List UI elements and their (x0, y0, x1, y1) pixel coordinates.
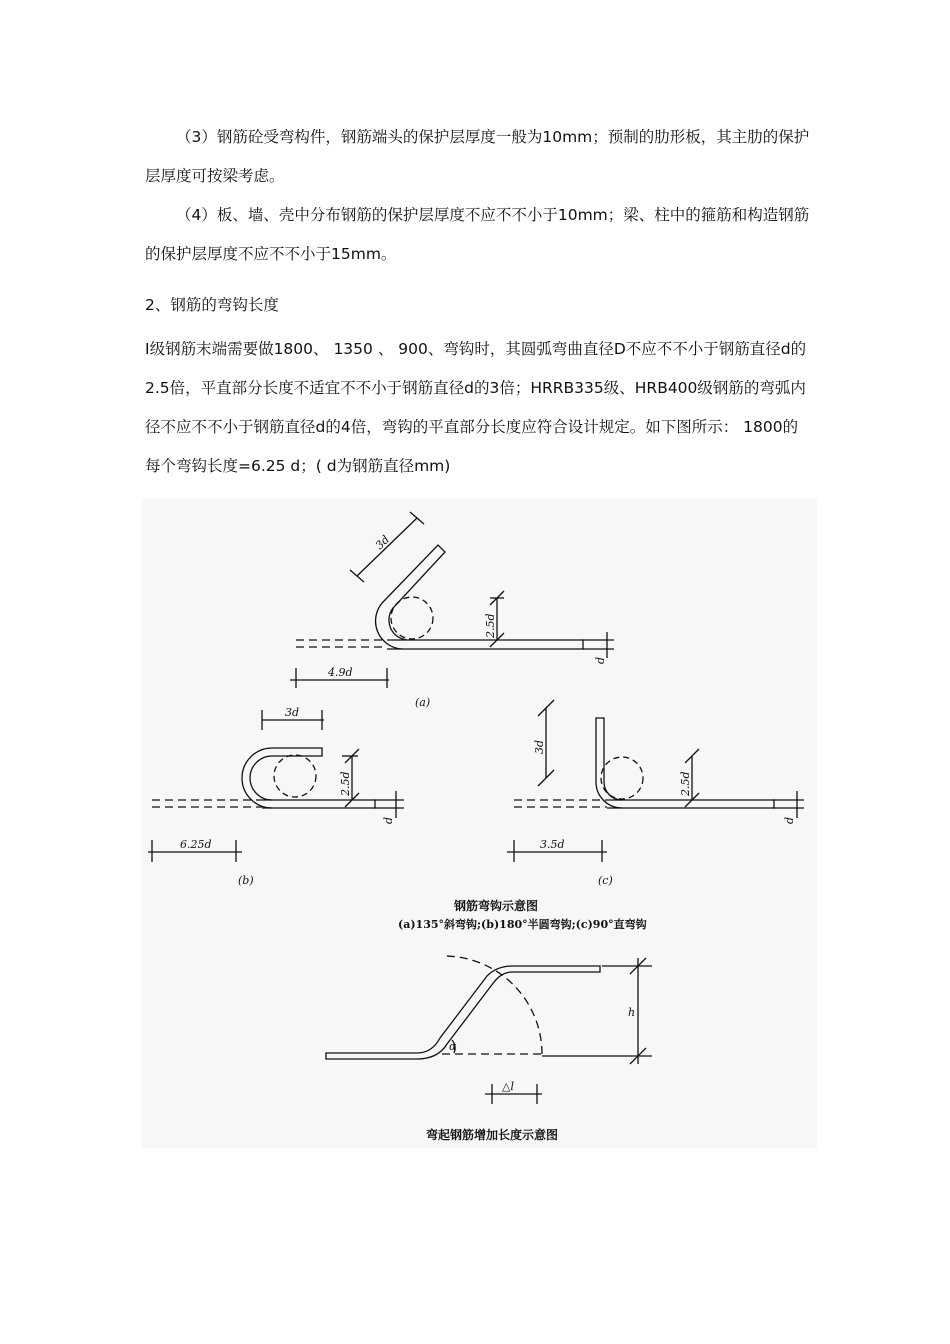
label-a-2-5d: 2.5d (484, 613, 497, 638)
caption-bent-bar: 弯起钢筋增加长度示意图 (426, 1128, 559, 1142)
label-b-6-25d: 6.25d (180, 838, 212, 851)
paragraph-hook-length: Ⅰ级钢筋末端需要做1800、 1350 、 900、弯钩时，其圆弧弯曲直径D不应不不小于钢筋直径d的2.5倍，平直部分长度不适宜不不小于钢筋直径d的3倍；HRRB335级、HRB400级钢筋的弯弧内径不应不不小于钢筋直径d的4倍，弯钩的平直部分长度应符合设计规定。如下图所示： 1800的每个弯钩长度=6.25 d；( d为钢筋直径mm) (145, 340, 807, 475)
label-c-2-5d: 2.5d (679, 771, 692, 796)
hook-diagram-figure (142, 498, 817, 1148)
caption-hook-diagram: 钢筋弯钩示意图 (454, 899, 539, 913)
label-a-4-9d: 4.9d (328, 666, 353, 679)
label-a-d: d (594, 656, 607, 664)
label-a: (a) (415, 696, 431, 709)
section-heading: 2、钢筋的弯钩长度 (145, 296, 279, 314)
label-a-3d: 3d (372, 532, 393, 553)
diagram-a-135-hook (290, 512, 614, 688)
paragraph-cover-thickness-bending: （3）钢筋砼受弯构件，钢筋端头的保护层厚度一般为10mm；预制的肋形板，其主肋的保护层厚度可按梁考虑。 (145, 128, 810, 185)
label-c-3-5d: 3.5d (540, 838, 565, 851)
label-h: h (628, 1006, 636, 1019)
label-c-3d: 3d (533, 739, 546, 754)
label-b: (b) (238, 874, 254, 887)
label-c-d: d (783, 816, 796, 824)
label-alpha: α (449, 1040, 457, 1053)
label-b-3d: 3d (285, 706, 300, 719)
label-b-d: d (382, 816, 395, 824)
paragraph-cover-thickness-slab: （4）板、墙、壳中分布钢筋的保护层厚度不应不不小于10mm；梁、柱中的箍筋和构造钢筋的保护层厚度不应不不小于15mm。 (145, 206, 810, 263)
diagram-bent-bar (326, 956, 652, 1104)
label-b-2-5d: 2.5d (339, 771, 352, 796)
hook-diagram-svg (142, 498, 817, 1148)
label-c: (c) (598, 874, 613, 887)
caption-hook-types: (a)135°斜弯钩;(b)180°半圆弯钩;(c)90°直弯钩 (398, 918, 647, 931)
label-delta-l: △l (502, 1080, 514, 1093)
